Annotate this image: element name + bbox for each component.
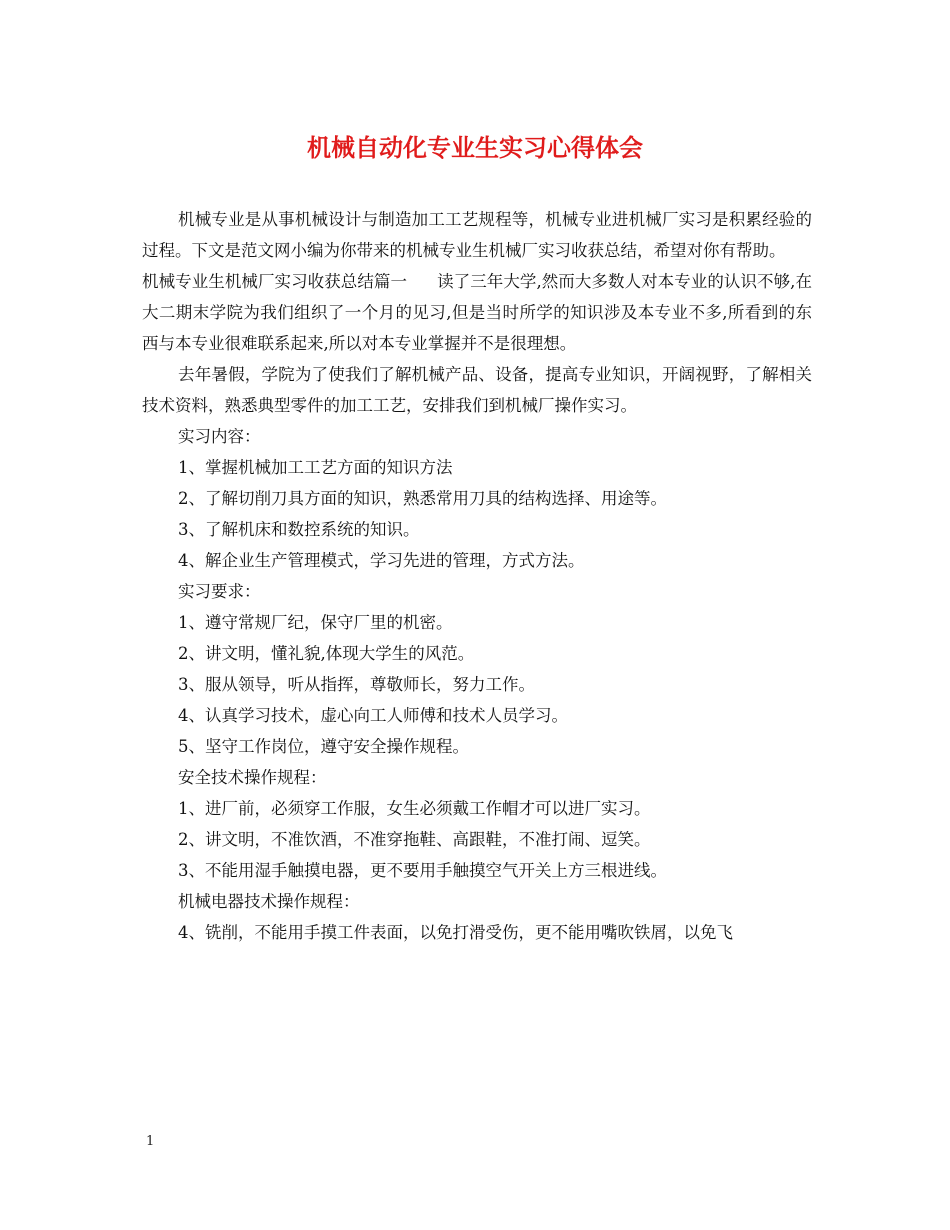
safety-item: 2、讲文明，不准饮酒，不准穿拖鞋、高跟鞋，不准打闹、逗笑。 bbox=[178, 830, 651, 849]
electrical-heading: 机械电器技术操作规程： bbox=[178, 892, 360, 911]
document-body bbox=[142, 204, 812, 948]
content-item: 3、了解机床和数控系统的知识。 bbox=[178, 520, 420, 539]
page-number: 1 bbox=[146, 1134, 155, 1149]
requirements-item: 1、遵守常规厂纪，保守厂里的机密。 bbox=[178, 613, 453, 632]
safety-item: 1、进厂前，必须穿工作服，女生必须戴工作帽才可以进厂实习。 bbox=[178, 799, 651, 818]
section-paragraph bbox=[142, 266, 812, 359]
summer-paragraph: 去年暑假，学院为了使我们了解机械产品、设备，提高专业知识，开阔视野，了解相关技术资料，熟悉典型零件的加工工艺，安排我们到机械厂操作实习。 bbox=[142, 365, 812, 415]
requirements-item: 4、认真学习技术，虚心向工人师傅和技术人员学习。 bbox=[178, 706, 568, 725]
intro-paragraph: 机械专业是从事机械设计与制造加工工艺规程等，机械专业进机械厂实习是积累经验的过程。下文是范文网小编为你带来的机械专业生机械厂实习收获总结，希望对你有帮助。 bbox=[142, 210, 812, 260]
electrical-item: 4、铣削，不能用手摸工件表面，以免打滑受伤，更不能用嘴吹铁屑，以免飞 bbox=[178, 923, 733, 942]
requirements-item: 5、坚守工作岗位，遵守安全操作规程。 bbox=[178, 737, 469, 756]
section-body: 读了三年大学,然而大多数人对本专业的认识不够,在大二期末学院为我们组织了一个月的见习,但是当时所学的知识涉及本专业不多,所看到的东西与本专业很难联系起来,所以对本专业掌握并不是很理想。 bbox=[142, 272, 812, 353]
safety-heading: 安全技术操作规程： bbox=[178, 768, 327, 787]
content-item: 4、解企业生产管理模式，学习先进的管理，方式方法。 bbox=[178, 551, 585, 570]
safety-item: 3、不能用湿手触摸电器，更不要用手触摸空气开关上方三根进线。 bbox=[178, 861, 667, 880]
requirements-item: 3、服从领导，听从指挥，尊敬师长，努力工作。 bbox=[178, 675, 535, 694]
requirements-item: 2、讲文明，懂礼貌,体现大学生的风范。 bbox=[178, 644, 475, 663]
document-title: 机械自动化专业生实习心得体会 bbox=[307, 134, 643, 162]
content-item: 1、掌握机械加工工艺方面的知识方法 bbox=[178, 458, 453, 477]
content-heading: 实习内容： bbox=[178, 427, 261, 446]
requirements-heading: 实习要求： bbox=[178, 582, 261, 601]
section-heading: 机械专业生机械厂实习收获总结篇一 bbox=[142, 272, 407, 291]
content-item: 2、了解切削刀具方面的知识，熟悉常用刀具的结构选择、用途等。 bbox=[178, 489, 667, 508]
